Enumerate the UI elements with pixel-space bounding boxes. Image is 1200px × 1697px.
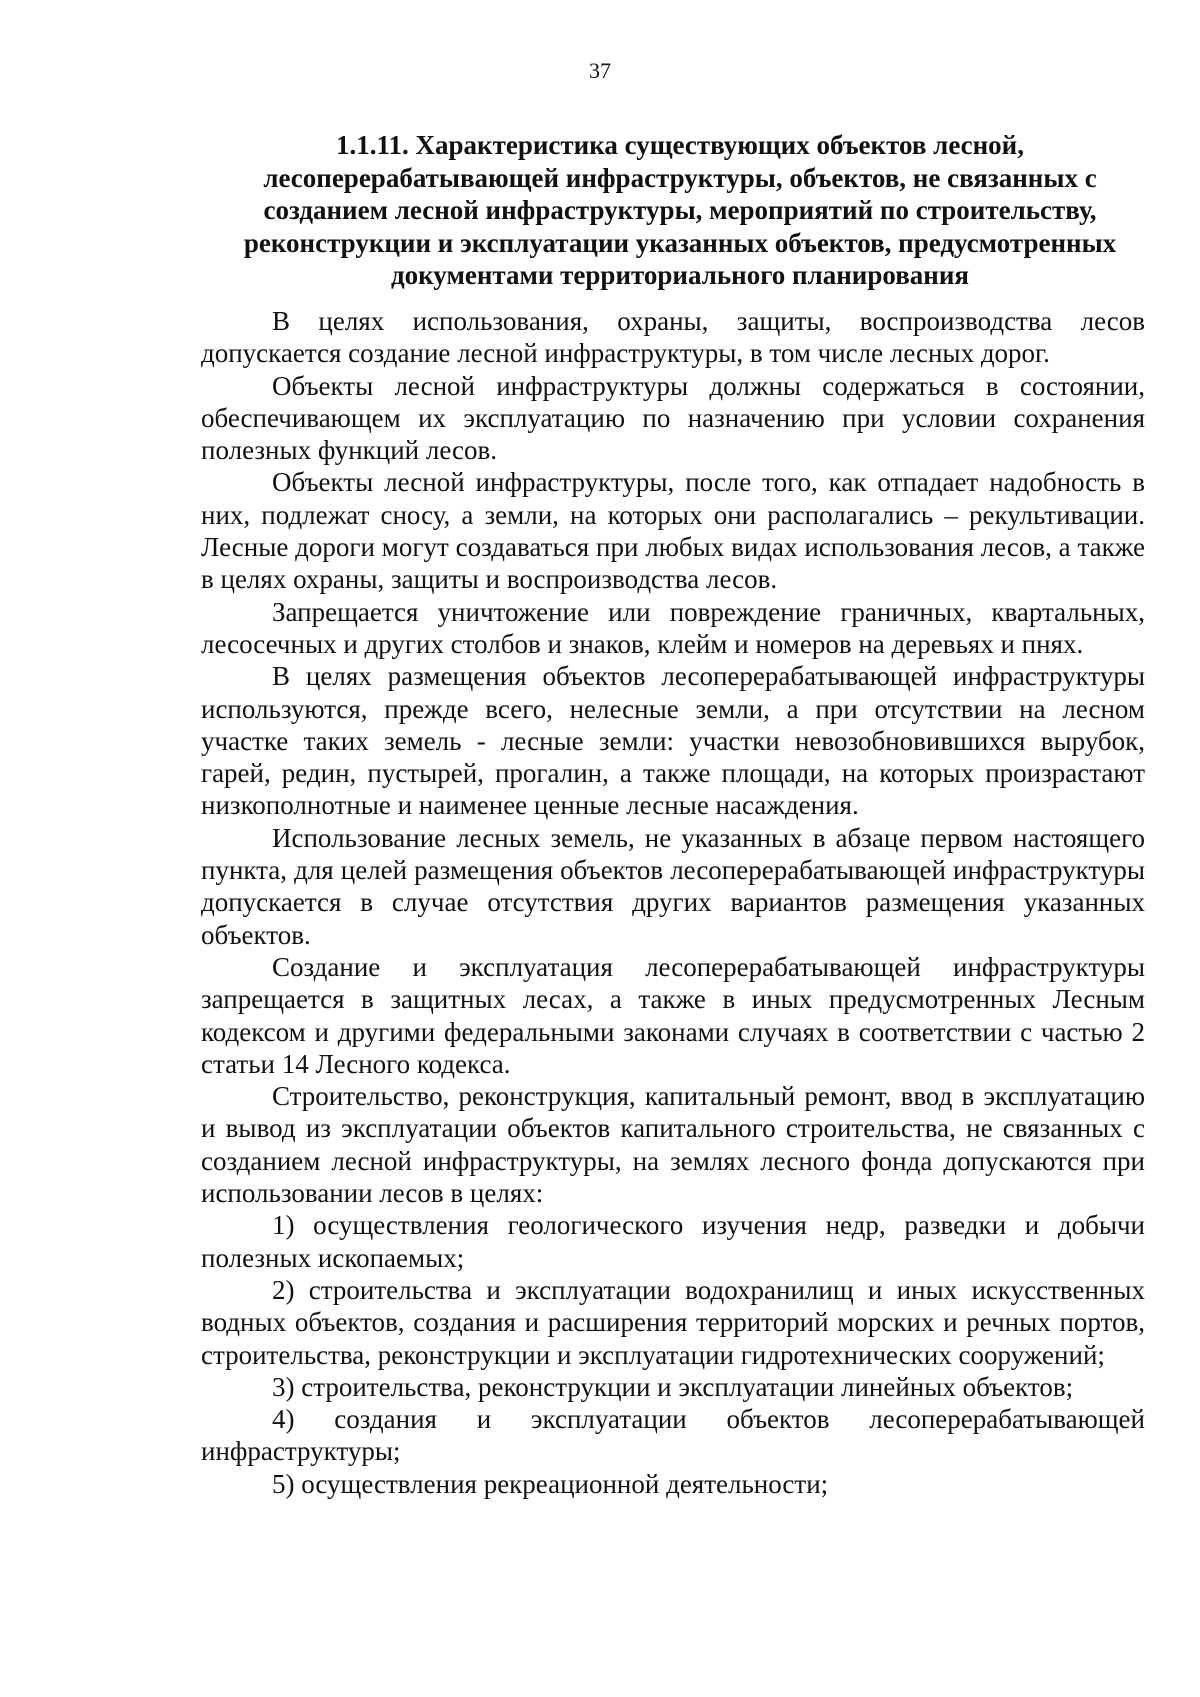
paragraph: В целях размещения объектов лесоперерабатывающей инфраструктуры используются, прежде всего, нелесные земли, а при отсутствии на лесном участке таких земель - лесные земли: участки невозобновившихся вырубок, гарей, редин, пустырей, прогалин, а также площади, на которых произрастают низкополнотные и наименее ценные лесные насаждения.	[201, 661, 1145, 821]
heading-line: документами территориального планирования	[390, 260, 970, 290]
paragraph: Запрещается уничтожение или повреждение граничных, квартальных, лесосечных и других столбов и знаков, клейм и номеров на деревьях и пнях.	[201, 596, 1145, 659]
page-number: 37	[589, 58, 611, 83]
paragraph: Создание и эксплуатация лесоперерабатывающей инфраструктуры запрещается в защитных лесах, а также в иных предусмотренных Лесным кодексом и другими федеральными законами случаях в соответствии с частью 2 статьи 14 Лесного кодекса.	[201, 951, 1145, 1079]
list-item: 2) строительства и эксплуатации водохранилищ и иных искусственных водных объектов, создания и расширения территорий морских и речных портов, строительства, реконструкции и эксплуатации гидротехнических сооружений;	[201, 1274, 1145, 1370]
paragraph: Объекты лесной инфраструктуры, после того, как отпадает надобность в них, подлежат сносу, а земли, на которых они располагались – рекультивации. Лесные дороги могут создаваться при любых видах использования лесов, а также в целях охраны, защиты и воспроизводства лесов.	[201, 467, 1145, 595]
list-item: 1) осуществления геологического изучения недр, разведки и добычи полезных ископаемых;	[201, 1210, 1145, 1273]
section-heading	[200, 129, 1160, 292]
paragraph: Объекты лесной инфраструктуры должны содержаться в состоянии, обеспечивающем их эксплуатацию по назначению при условии сохранения полезных функций лесов.	[201, 370, 1145, 466]
heading-line: лесоперерабатывающей инфраструктуры, объектов, не связанных с	[263, 162, 1097, 193]
heading-line: реконструкции и эксплуатации указанных объектов, предусмотренных	[243, 227, 1117, 258]
heading-line: созданием лесной инфраструктуры, мероприятий по строительству,	[263, 195, 1097, 225]
paragraph: Использование лесных земель, не указанных в абзаце первом настоящего пункта, для целей размещения объектов лесоперерабатывающей инфраструктуры допускается в случае отсутствия других вариантов размещения указанных объектов.	[201, 822, 1145, 950]
paragraph: Строительство, реконструкция, капитальный ремонт, ввод в эксплуатацию и вывод из эксплуатации объектов капитального строительства, не связанных с созданием лесной инфраструктуры, на землях лесного фонда допускаются при использовании лесов в целях:	[201, 1081, 1145, 1209]
heading-line: 1.1.11. Характеристика существующих объектов лесной,	[336, 130, 1024, 160]
list-item: 4) создания и эксплуатации объектов лесоперерабатывающей инфраструктуры;	[201, 1404, 1145, 1467]
paragraph: В целях использования, охраны, защиты, воспроизводства лесов допускается создание лесной инфраструктуры, в том числе лесных дорог.	[201, 306, 1145, 369]
list-item: 5) осуществления рекреационной деятельности;	[272, 1468, 829, 1499]
list-item: 3) строительства, реконструкции и эксплуатации линейных объектов;	[272, 1371, 1074, 1402]
body-text	[201, 305, 1145, 1500]
